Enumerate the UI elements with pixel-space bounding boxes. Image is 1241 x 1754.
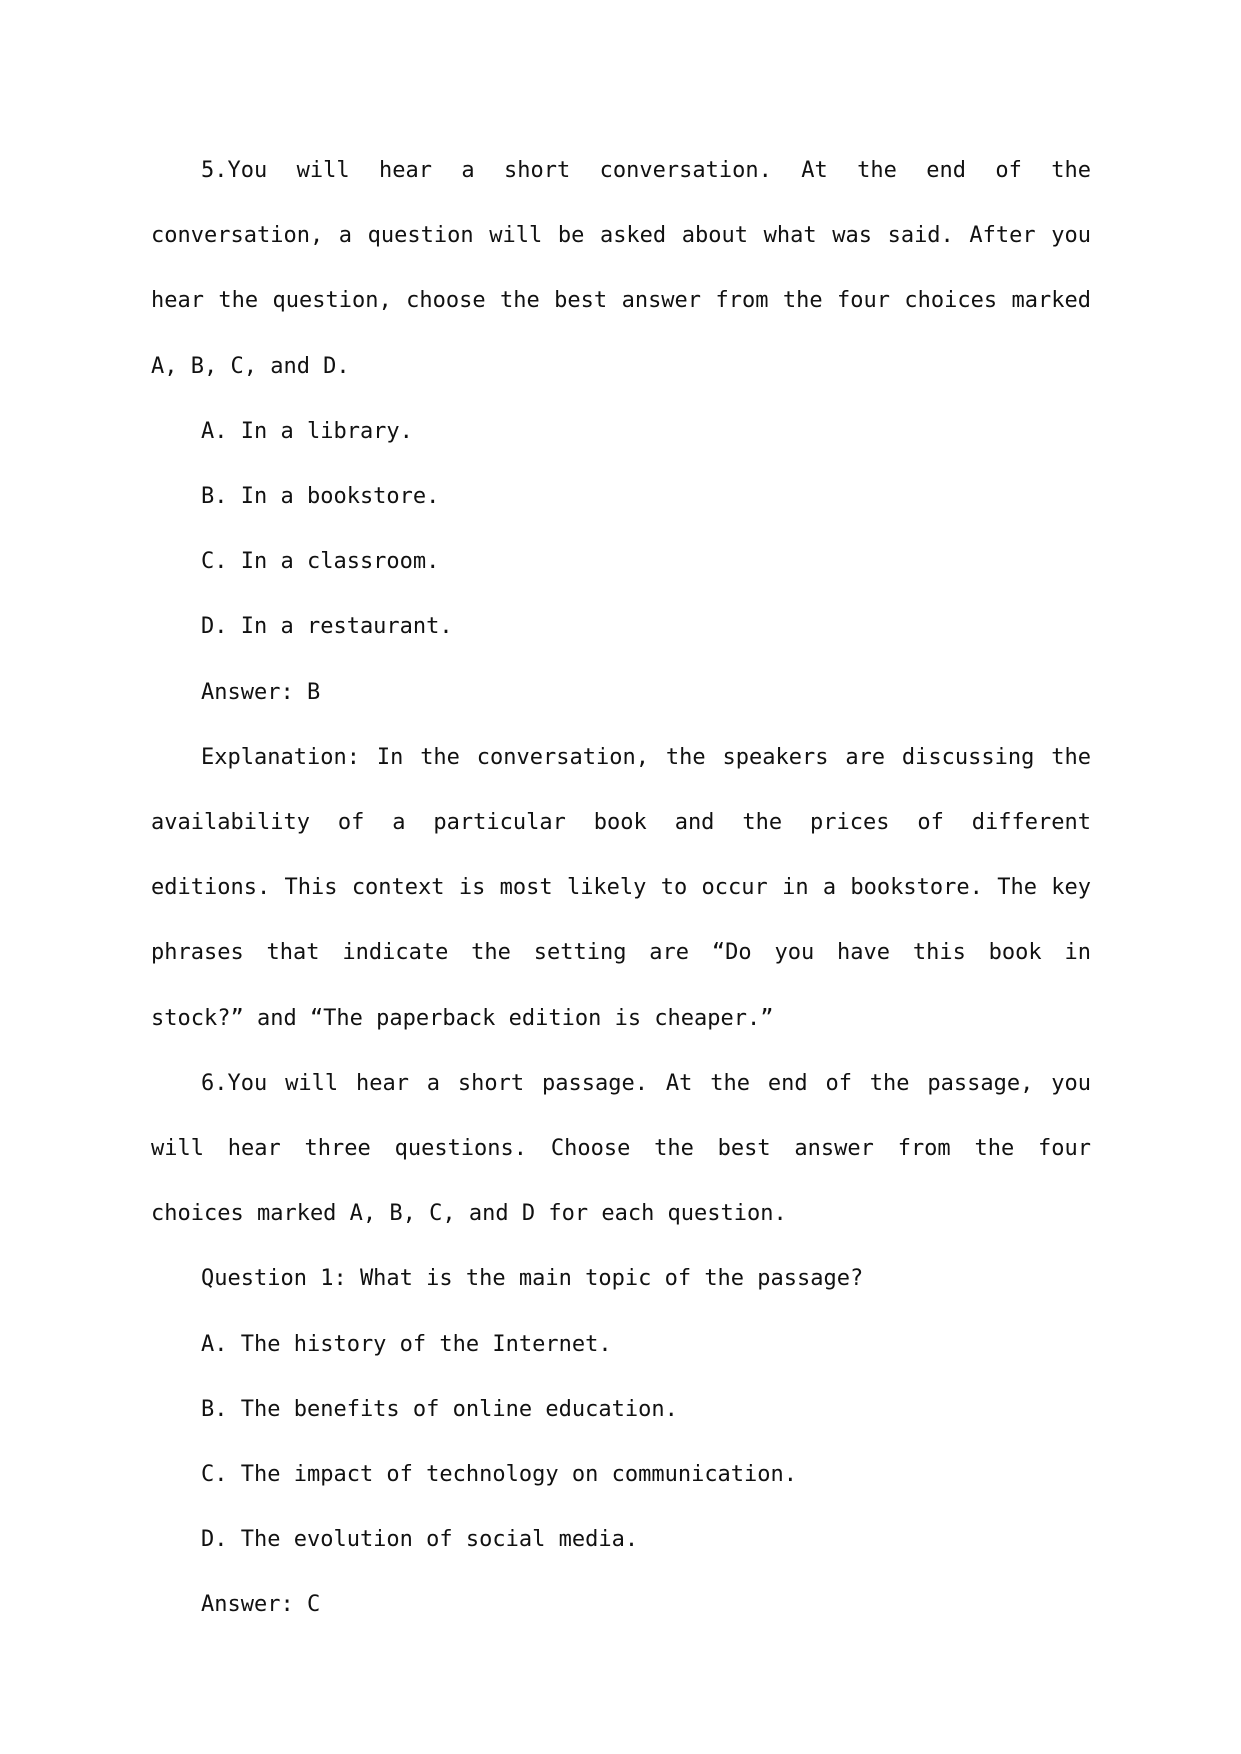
question-6-answer: Answer: C (201, 1592, 321, 1618)
question-5-option-b: B. In a bookstore. (201, 484, 440, 510)
question-6-option-a: A. The history of the Internet. (201, 1331, 612, 1357)
question-6-sub-question: Question 1: What is the main topic of the passage? (201, 1266, 864, 1292)
question-5-option-d: D. In a restaurant. (201, 614, 453, 640)
document-content (151, 138, 1091, 1638)
question-6-option-c: C. The impact of technology on communication. (201, 1462, 798, 1488)
question-5-option-c: C. In a classroom. (201, 549, 440, 575)
question-5-option-a: A. In a library. (201, 418, 413, 444)
question-5-answer: Answer: B (201, 679, 321, 705)
question-5-prompt: 5.You will hear a short conversation. At the end of the conversation, a question will be asked about what was said. After you hear the question, choose the best answer from the four choices marked A, B, C, and D. (151, 158, 1091, 379)
question-6-prompt: 6.You will hear a short passage. At the end of the passage, you will hear three questions. Choose the best answer from the four choices marked A, B, C, and D for each question. (151, 1070, 1091, 1227)
question-6-option-d: D. The evolution of social media. (201, 1527, 639, 1553)
question-5-explanation: Explanation: In the conversation, the speakers are discussing the availability of a particular book and the prices of different editions. This context is most likely to occur in a bookstore. The key phrases that indicate the setting are “Do you have this book in stock?” and “The paperback edition is cheaper.” (151, 744, 1091, 1031)
question-6-option-b: B. The benefits of online education. (201, 1396, 678, 1422)
